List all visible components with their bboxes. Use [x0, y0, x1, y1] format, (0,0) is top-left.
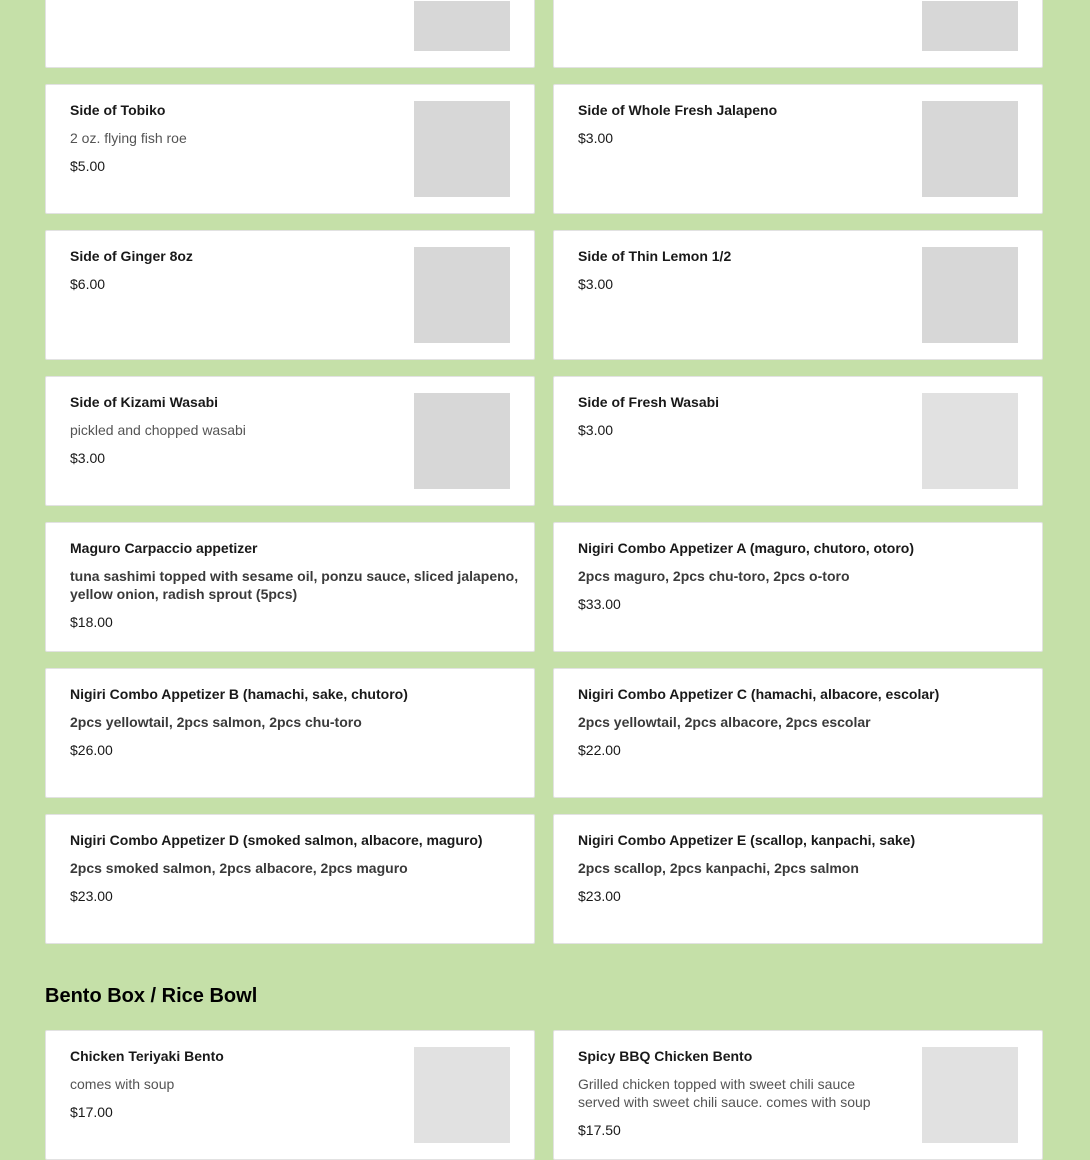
item-description: 2pcs smoked salmon, 2pcs albacore, 2pcs maguro — [70, 860, 408, 876]
menu-item-card[interactable] — [45, 1030, 535, 1160]
item-image — [414, 1047, 510, 1143]
menu-item-card[interactable] — [553, 376, 1043, 506]
menu-item-card[interactable] — [553, 522, 1043, 652]
menu-item-card[interactable] — [553, 0, 1043, 68]
item-info — [578, 831, 1028, 905]
item-info — [70, 1047, 390, 1121]
item-price: $5.00 — [70, 158, 106, 174]
item-price: $3.00 — [578, 276, 614, 292]
item-info — [578, 539, 1028, 613]
item-image — [922, 1, 1018, 51]
item-info — [578, 685, 1028, 759]
item-image — [922, 247, 1018, 343]
item-description: comes with soup — [70, 1076, 175, 1092]
item-name: Side of Thin Lemon 1/2 — [578, 248, 732, 264]
menu-item-card[interactable] — [45, 84, 535, 214]
menu-item-card[interactable] — [553, 84, 1043, 214]
item-info — [578, 247, 898, 293]
item-image — [414, 101, 510, 197]
item-description: 2 oz. flying fish roe — [70, 130, 187, 146]
item-name: Side of Kizami Wasabi — [70, 394, 219, 410]
menu-item-card[interactable] — [45, 0, 535, 68]
item-image — [414, 1, 510, 51]
item-name: Maguro Carpaccio appetizer — [70, 540, 258, 556]
item-info — [578, 101, 898, 147]
item-description: 2pcs maguro, 2pcs chu-toro, 2pcs o-toro — [578, 568, 850, 584]
menu-item-card[interactable] — [45, 230, 535, 360]
item-price: $17.50 — [578, 1122, 621, 1138]
item-image — [414, 247, 510, 343]
item-description: tuna sashimi topped with sesame oil, ponzu sauce, sliced jalapeno, yellow onion, radish sprout (5pcs) — [70, 568, 519, 602]
item-image — [414, 393, 510, 489]
item-name: Nigiri Combo Appetizer C (hamachi, albacore, escolar) — [578, 686, 940, 702]
item-name: Nigiri Combo Appetizer B (hamachi, sake, chutoro) — [70, 686, 408, 702]
menu-item-card[interactable] — [553, 1030, 1043, 1160]
menu-item-card[interactable] — [553, 230, 1043, 360]
item-name: Nigiri Combo Appetizer A (maguro, chutoro, otoro) — [578, 540, 914, 556]
item-info — [70, 393, 390, 467]
item-description: 2pcs yellowtail, 2pcs albacore, 2pcs escolar — [578, 714, 871, 730]
item-info — [578, 393, 898, 439]
item-image — [922, 101, 1018, 197]
item-price: $23.00 — [70, 888, 113, 904]
item-name: Side of Whole Fresh Jalapeno — [578, 102, 778, 118]
menu-item-card[interactable] — [45, 376, 535, 506]
item-name: Side of Ginger 8oz — [70, 248, 193, 264]
item-image — [922, 393, 1018, 489]
menu-item-card[interactable] — [45, 668, 535, 798]
item-price: $33.00 — [578, 596, 621, 612]
section-title-bento: Bento Box / Rice Bowl — [45, 985, 258, 1007]
item-price: $23.00 — [578, 888, 621, 904]
item-name: Spicy BBQ Chicken Bento — [578, 1048, 753, 1064]
item-info — [70, 539, 520, 631]
item-price: $3.00 — [578, 422, 614, 438]
item-description: pickled and chopped wasabi — [70, 422, 246, 438]
item-price: $3.00 — [70, 450, 106, 466]
item-price: $18.00 — [70, 614, 113, 630]
item-price: $17.00 — [70, 1104, 113, 1120]
item-price: $22.00 — [578, 742, 621, 758]
item-price: $3.00 — [578, 130, 614, 146]
item-image — [922, 1047, 1018, 1143]
item-info — [70, 685, 520, 759]
item-price: $26.00 — [70, 742, 113, 758]
item-description: 2pcs yellowtail, 2pcs salmon, 2pcs chu-toro — [70, 714, 362, 730]
item-name: Nigiri Combo Appetizer D (smoked salmon, albacore, maguro) — [70, 832, 483, 848]
item-name: Side of Tobiko — [70, 102, 166, 118]
menu-item-card[interactable] — [553, 814, 1043, 944]
item-info — [70, 831, 520, 905]
item-description: 2pcs scallop, 2pcs kanpachi, 2pcs salmon — [578, 860, 859, 876]
item-name: Nigiri Combo Appetizer E (scallop, kanpachi, sake) — [578, 832, 916, 848]
item-info — [70, 247, 390, 293]
item-price: $6.00 — [70, 276, 106, 292]
menu-item-card[interactable] — [45, 814, 535, 944]
item-description: Grilled chicken topped with sweet chili sauce served with sweet chili sauce. comes with soup — [578, 1076, 871, 1110]
menu-item-card[interactable] — [553, 668, 1043, 798]
item-name: Chicken Teriyaki Bento — [70, 1048, 224, 1064]
item-info — [578, 1047, 898, 1139]
menu-item-card[interactable] — [45, 522, 535, 652]
item-info — [70, 101, 390, 175]
item-name: Side of Fresh Wasabi — [578, 394, 720, 410]
